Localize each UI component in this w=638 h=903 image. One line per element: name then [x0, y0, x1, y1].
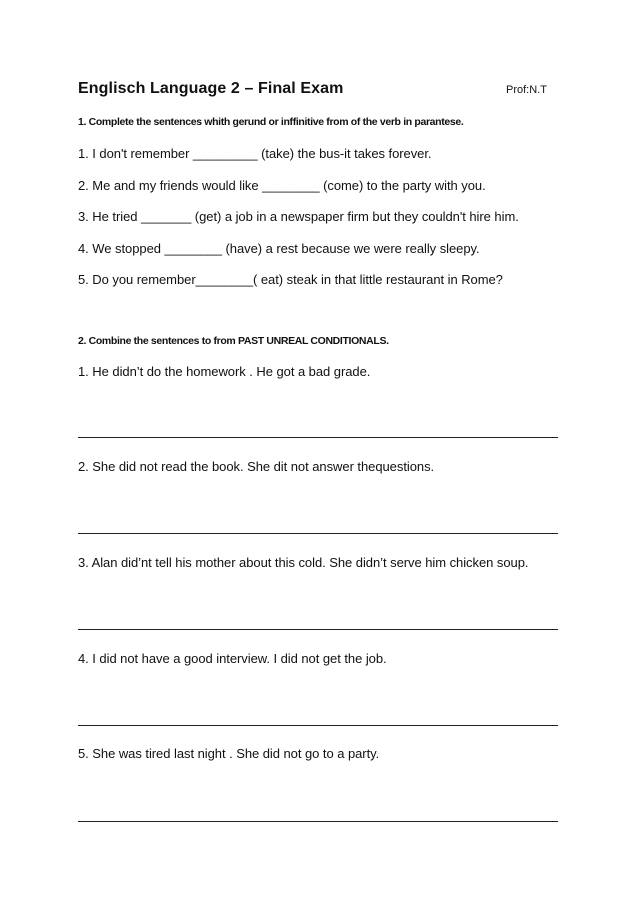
exam-title: Englisch Language 2 – Final Exam [78, 80, 344, 97]
section1-item: 1. I don't remember _________ (take) the bus-it takes forever. [78, 146, 432, 161]
section1-item: 4. We stopped ________ (have) a rest because we were really sleepy. [78, 241, 480, 256]
section1-item: 2. Me and my friends would like ________ (come) to the party with you. [78, 178, 486, 193]
section2-item: 1. He didn’t do the homework . He got a bad grade. [78, 364, 371, 379]
section2-item: 4. I did not have a good interview. I did not get the job. [78, 651, 387, 666]
section2-item: 3. Alan did’nt tell his mother about this cold. She didn’t serve him chicken soup. [78, 555, 529, 570]
answer-line[interactable] [78, 437, 558, 438]
answer-line[interactable] [78, 821, 558, 822]
section2-item: 5. She was tired last night . She did not go to a party. [78, 746, 380, 761]
section2-item: 2. She did not read the book. She dit not answer thequestions. [78, 459, 435, 474]
answer-line[interactable] [78, 629, 558, 630]
section1-instruction: 1. Complete the sentences whith gerund or inffinitive from of the verb in parantese. [78, 116, 464, 128]
section2-instruction: 2. Combine the sentences to from PAST UNREAL CONDITIONALS. [78, 335, 389, 347]
answer-line[interactable] [78, 533, 558, 534]
section1-item: 3. He tried _______ (get) a job in a newspaper firm but they couldn't hire him. [78, 209, 519, 224]
professor-label: Prof:N.T [506, 84, 547, 96]
section1-item: 5. Do you remember________( eat) steak in that little restaurant in Rome? [78, 272, 503, 287]
answer-line[interactable] [78, 725, 558, 726]
